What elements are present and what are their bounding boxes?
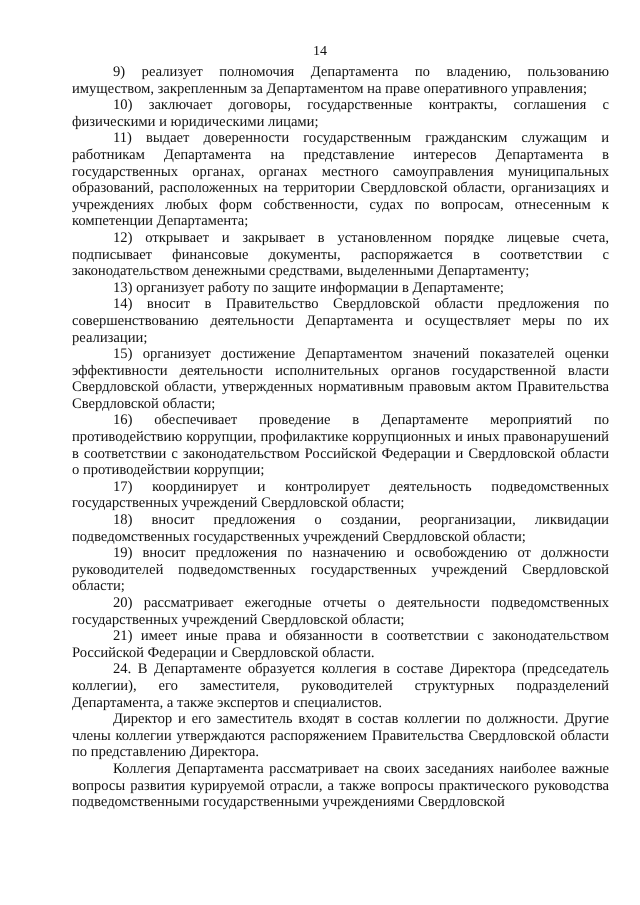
paragraph: 24. В Департаменте образуется коллегия в составе Директора (председатель коллегии), его заместителя, руководителей структурных подразделений Департамента, а также экспертов и специалистов. (72, 661, 609, 711)
paragraph: 16) обеспечивает проведение в Департаменте мероприятий по противодействию коррупции, профилактике коррупционных и иных правонарушений в соответствии с законодательством Российской Федерации и Свердловской области о противодействии коррупции; (72, 412, 609, 479)
paragraph: 15) организует достижение Департаментом значений показателей оценки эффективности деятельности исполнительных органов государственной власти Свердловской области, утвержденных нормативным правовым актом Правительства Свердловской области; (72, 346, 609, 412)
paragraph: 13) организует работу по защите информации в Департаменте; (113, 279, 504, 296)
paragraph: 20) рассматривает ежегодные отчеты о деятельности подведомственных государственных учреждений Свердловской области; (72, 595, 609, 628)
paragraph: 19) вносит предложения по назначению и освобождению от должности руководителей подведомственных государственных учреждений Свердловской области; (72, 545, 609, 595)
paragraph: Коллегия Департамента рассматривает на своих заседаниях наиболее важные вопросы развития курируемой отрасли, а также вопросы практического руководства подведомственными государственными учреждениями Свердловской (72, 760, 609, 811)
paragraph: 14) вносит в Правительство Свердловской области предложения по совершенствованию деятельности Департамента и осуществляет меры по их реализации; (72, 296, 609, 346)
paragraph: 10) заключает договоры, государственные контракты, соглашения с физическими и юридическими лицами; (72, 97, 609, 130)
paragraph: 12) открывает и закрывает в установленном порядке лицевые счета, подписывает финансовые документы, распоряжается в соответствии с законодательством денежными средствами, выделенными Департаменту; (72, 229, 609, 280)
page-number: 14 (313, 44, 327, 59)
paragraph: 18) вносит предложения о создании, реорганизации, ликвидации подведомственных государственных учреждений Свердловской области; (72, 512, 609, 545)
paragraph: 9) реализует полномочия Департамента по владению, пользованию имуществом, закрепленным за Департаментом на праве оперативного управления; (72, 64, 609, 97)
paragraph: Директор и его заместитель входят в состав коллегии по должности. Другие члены коллегии утверждаются распоряжением Правительства Свердловской области по представлению Директора. (72, 711, 609, 761)
paragraph: 21) имеет иные права и обязанности в соответствии с законодательством Российской Федерации и Свердловской области. (72, 628, 609, 661)
paragraph: 11) выдает доверенности государственным гражданским служащим и работникам Департамента на представление интересов Департамента в государственных органах, органах местного самоуправления муниципальных образований, расположенных на территории Свердловской области, организациях и учреждениях любых форм собственности, судах по вопросам, отнесенным к компетенции Департамента; (72, 130, 609, 230)
paragraph: 17) координирует и контролирует деятельность подведомственных государственных учреждений Свердловской области; (72, 478, 609, 512)
document-body (72, 64, 609, 811)
